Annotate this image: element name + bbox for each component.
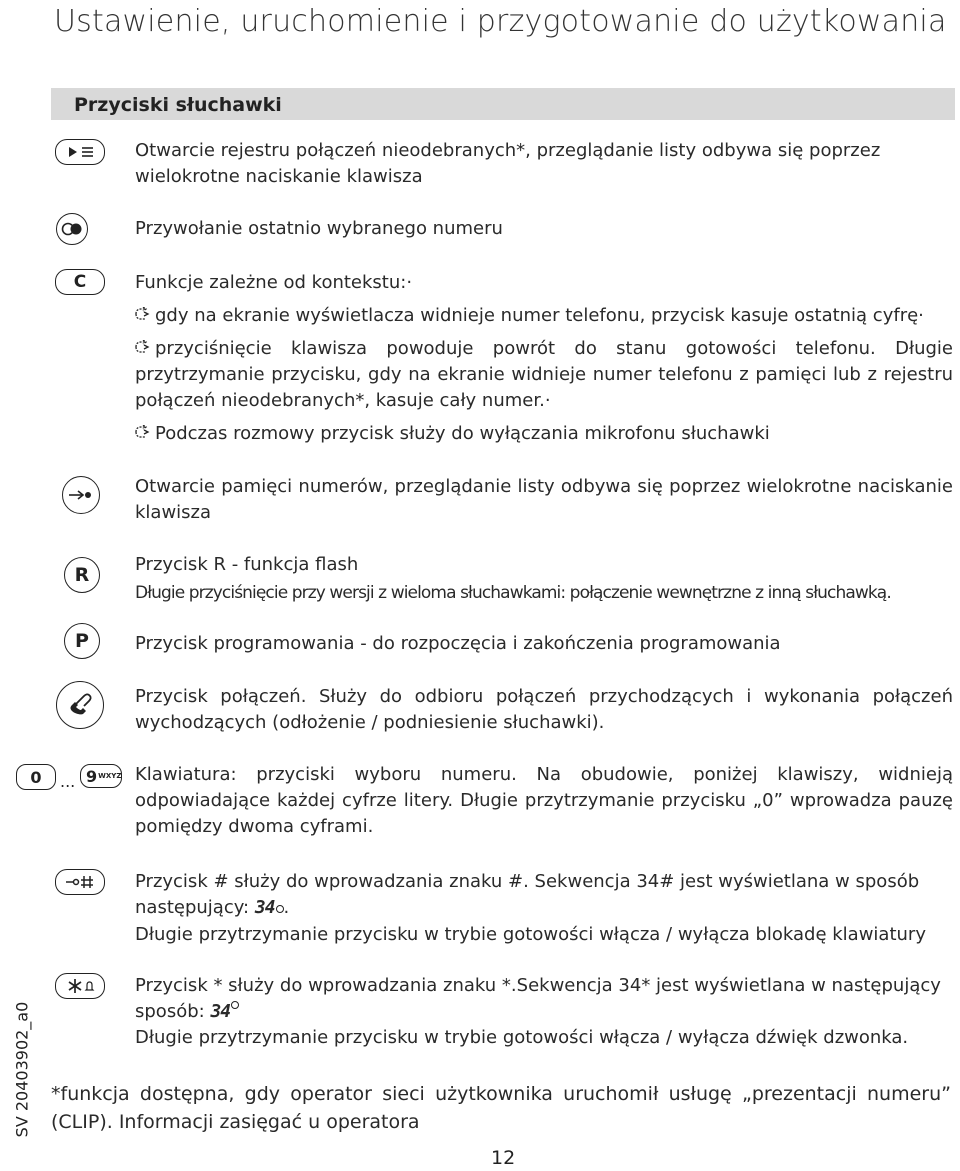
hash-key-display-suffix: . bbox=[283, 897, 290, 918]
c-key-label: C bbox=[73, 272, 87, 292]
phone-call-icon bbox=[56, 681, 104, 729]
arrow-bullet-icon bbox=[135, 421, 155, 447]
hash-key-line-2: Długie przytrzymanie przycisku w trybie gotowości włącza / wyłącza blokadę klawiatury bbox=[135, 924, 926, 945]
c-key-bullet-2-text: przyciśnięcie klawisza powoduje powrót do stanu gotowości telefonu. Długie przytrzymanie przycisku, gdy na ekranie widnieje numer telefonu z pamięci lub z rejestru połączeń nieodebranych*, kasuje cały numer.· bbox=[135, 338, 953, 411]
c-key-bullet-2 bbox=[135, 336, 953, 414]
c-key-bullet-1 bbox=[135, 303, 953, 329]
memory-key-text: Otwarcie pamięci numerów, przeglądanie listy odbywa się poprzez wielokrotne naciskanie klawisza bbox=[135, 476, 953, 523]
r-key-icon bbox=[64, 557, 100, 593]
r-key-line-1: Przycisk R - funkcja flash bbox=[135, 554, 359, 575]
call-key-text: Przycisk połączeń. Służy do odbioru połączeń przychodzących i wykonania połączeń wychodzących (odłożenie / podniesienie słuchawki). bbox=[135, 686, 953, 733]
document-code: SV 20403902_a0 bbox=[12, 1001, 32, 1138]
page-number: 12 bbox=[491, 1147, 516, 1169]
p-key-icon bbox=[64, 623, 100, 659]
footnote: *funkcja dostępna, gdy operator sieci użytkownika uruchomił usługę „prezentacji numeru” (CLIP). Informacji zasięgać u operatora bbox=[51, 1083, 951, 1133]
hash-key-line-1-text: Przycisk # służy do wprowadzania znaku #. Sekwencja 34# jest wyświetlana w sposób następujący: bbox=[135, 871, 920, 918]
c-key-bullet-3-text: Podczas rozmowy przycisk służy do wyłączania mikrofonu słuchawki bbox=[155, 423, 770, 444]
section-title: Przyciski słuchawki bbox=[74, 94, 282, 116]
page-title: Ustawienie, uruchomienie i przygotowanie do użytkowania bbox=[54, 4, 947, 39]
key-0-label: 0 bbox=[30, 767, 42, 787]
arrow-bullet-icon bbox=[135, 303, 155, 329]
key-9-icon bbox=[80, 764, 122, 788]
keypad-text: Klawiatura: przyciski wyboru numeru. Na obudowie, poniżej klawiszy, widnieją odpowiadające każdej cyfrze litery. Długie przytrzymanie przycisku „0” wprowadza pauzę pomiędzy dwoma cyframi. bbox=[135, 764, 953, 837]
r-key-label: R bbox=[74, 564, 90, 586]
p-key-text: Przycisk programowania - do rozpoczęcia i zakończenia programowania bbox=[135, 633, 781, 654]
redial-text: Przywołanie ostatnio wybranego numeru bbox=[135, 218, 503, 239]
star-key-line-1 bbox=[135, 973, 953, 1025]
c-key-icon bbox=[55, 269, 105, 295]
hash-key-icon bbox=[55, 869, 105, 895]
arrow-bullet-icon bbox=[135, 336, 155, 362]
hash-key-line-1 bbox=[135, 869, 953, 921]
c-key-intro: Funkcje zależne od kontekstu:· bbox=[135, 272, 413, 293]
key-9-label: 9 bbox=[86, 766, 98, 786]
lcd-hash-symbol-icon bbox=[276, 905, 284, 913]
star-key-line-1-text: Przycisk * służy do wprowadzania znaku *.Sekwencja 34* jest wyświetlana w następujący sposób: bbox=[135, 975, 941, 1022]
keypad-ellipsis: ... bbox=[60, 772, 76, 791]
c-key-bullet-3 bbox=[135, 421, 953, 447]
key-9-letters: WXYZ bbox=[98, 772, 122, 780]
star-key-line-2: Długie przytrzymanie przycisku w trybie gotowości włącza / wyłącza dźwięk dzwonka. bbox=[135, 1027, 909, 1048]
key-0-icon bbox=[16, 764, 56, 790]
lcd-star-symbol-icon bbox=[231, 1001, 239, 1009]
lcd-display-hash: 34 bbox=[254, 897, 275, 918]
r-key-line-2: Długie przyciśnięcie przy wersji z wieloma słuchawkami: połączenie wewnętrzne z inną słuchawką. bbox=[135, 583, 891, 603]
star-key-icon bbox=[55, 973, 105, 999]
lcd-display-star: 34 bbox=[210, 1001, 231, 1022]
c-key-bullet-1-text: gdy na ekranie wyświetlacza widnieje numer telefonu, przycisk kasuje ostatnią cyfrę· bbox=[155, 305, 924, 326]
missed-calls-key-icon bbox=[55, 139, 105, 165]
missed-calls-text: Otwarcie rejestru połączeń nieodebranych*, przeglądanie listy odbywa się poprzez wielokrotne naciskanie klawisza bbox=[135, 140, 881, 187]
p-key-label: P bbox=[75, 630, 89, 652]
redial-icon bbox=[56, 213, 88, 245]
memory-key-icon bbox=[62, 476, 100, 514]
